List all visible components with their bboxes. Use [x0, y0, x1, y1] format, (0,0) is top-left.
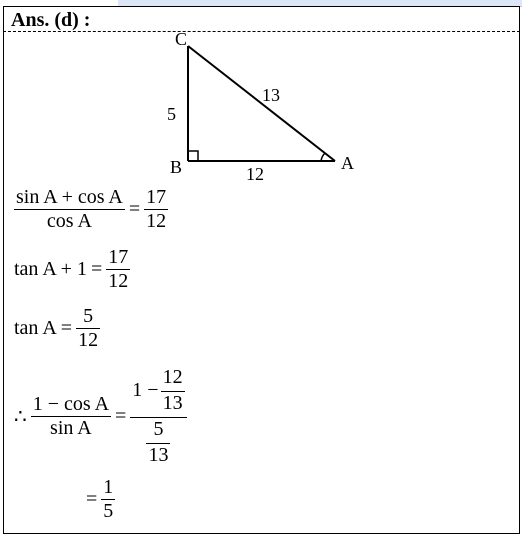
vertex-c-label: C [175, 29, 188, 49]
equation-2: tan A + 1 = $\frac{17}{12}$ [14, 246, 129, 292]
side-ba-label: 12 [246, 164, 264, 183]
equation-1: $\frac{\text{sin A + cos A}}{\text{cos A}}$ = $\frac{17}{12}$ [16, 186, 167, 232]
right-angle-mark [188, 151, 198, 161]
vertex-a-label: A [341, 153, 354, 173]
triangle-diagram [160, 28, 370, 183]
equation-5: = $\frac{1}{5}$ [86, 476, 114, 522]
side-bc-label: 5 [167, 104, 176, 124]
answer-label: Ans. (d) : [11, 9, 91, 31]
equation-3: tan A = $\frac{5}{12}$ [14, 305, 99, 351]
equation-4: ∴ $\frac{\text{1 − cos A}}{\text{sin A}}$ = 1 − $\frac{12}{13}$ $\frac{5}{13}$ [14, 366, 187, 467]
vertex-b-label: B [170, 157, 183, 177]
side-ca-label: 13 [262, 85, 280, 105]
angle-a-arc [321, 153, 325, 161]
complex-fraction: 1 − $\frac{12}{13}$ $\frac{5}{13}$ [130, 366, 186, 467]
